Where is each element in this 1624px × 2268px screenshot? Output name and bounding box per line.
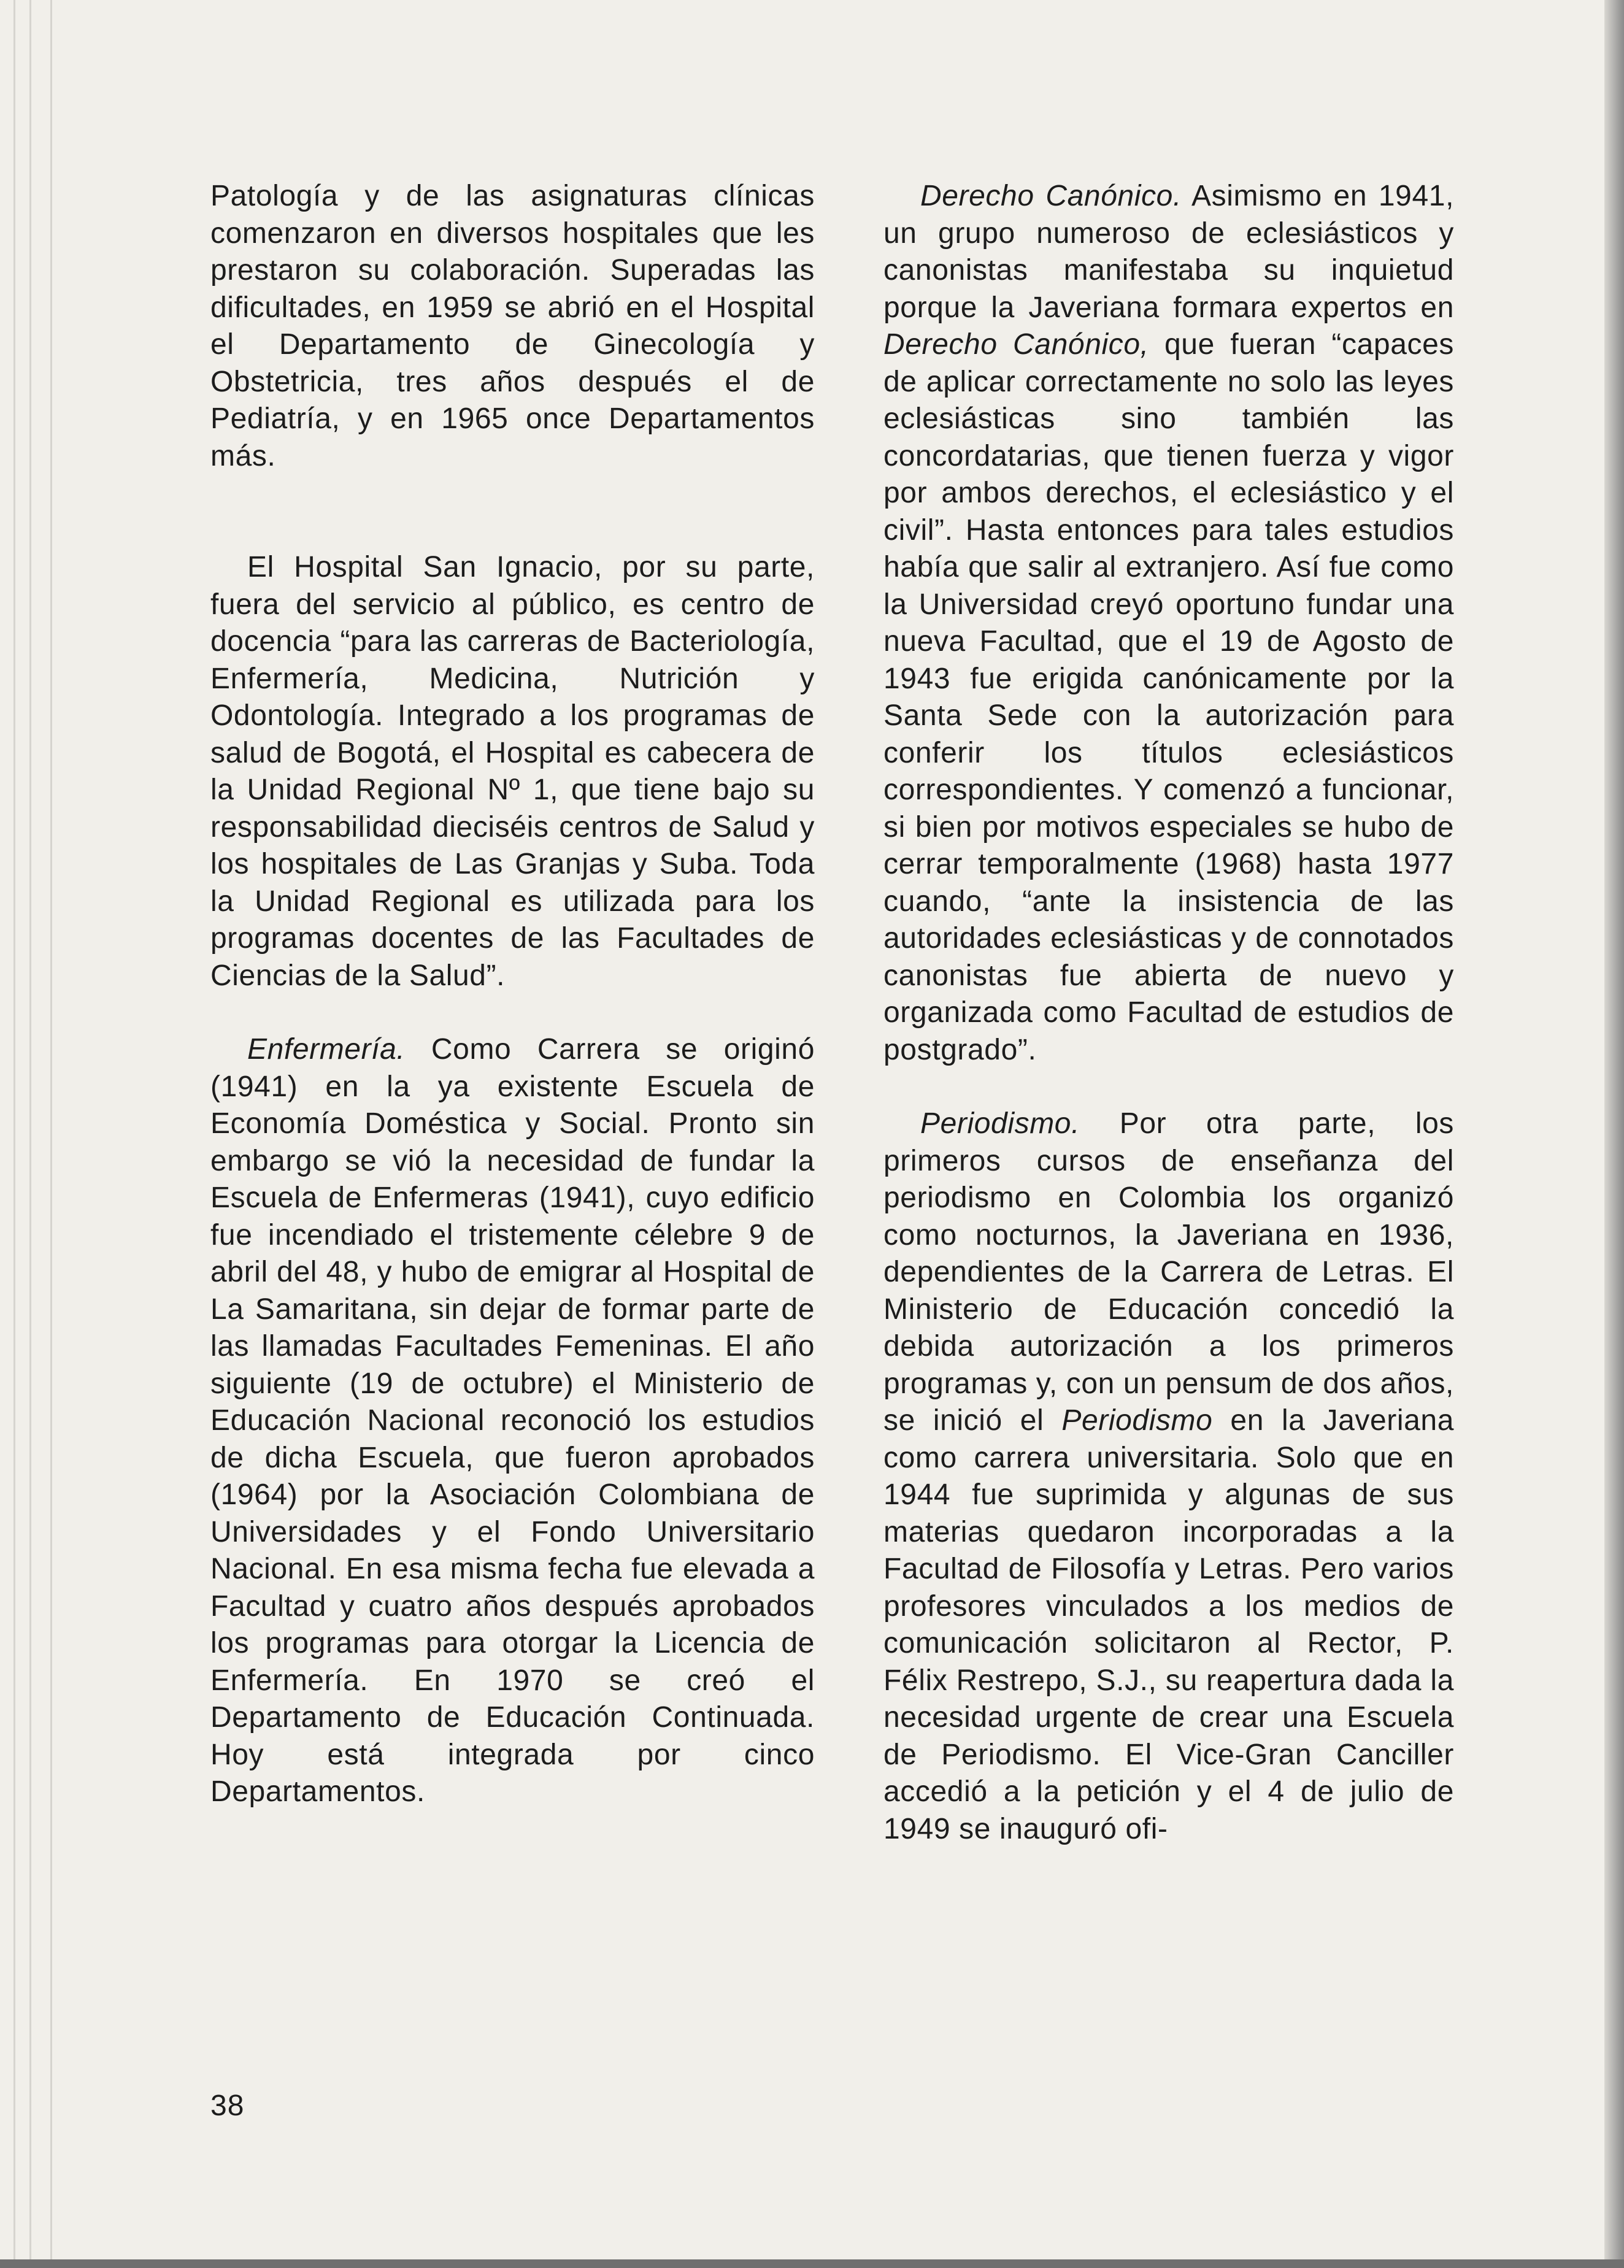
paragraph-enfermeria-body: Como Carrera se originó (1941) en la ya existente Escuela de Economía Doméstica y Social. Pronto sin embargo se vió la necesidad de fundar la Escuela de Enfermeras (1941), cuyo edificio fue incendiado el tristemente célebre 9 de abril del 48, y hubo de emigrar al Hospital de La Samaritana, sin dejar de formar parte de las llamadas Facultades Femeninas. El año siguiente (19 de octubre) el Ministerio de Educación Nacional reconoció los estudios de dicha Escuela, que fueron aprobados (1964) por la Asociación Colombiana de Universidades y el Fondo Universitario Nacional. En esa misma fecha fue elevada a Facultad y cuatro años después aprobados los programas para otorgar la Licencia de Enfermería. En 1970 se creó el Departamento de Educación Continuada. Hoy está integrada por cinco Departamentos.: [210, 1033, 815, 1808]
heading-enfermeria: Enfermería.: [247, 1033, 406, 1066]
page-edge-line: [29, 0, 31, 2268]
paragraph-derecho-canonico: [883, 178, 1454, 1069]
heading-derecho-canonico: Derecho Canónico.: [920, 180, 1182, 212]
page-edge-line: [50, 0, 52, 2268]
paragraph-derecho-canonico-body-b: que fueran “capaces de aplicar correctamente no solo las leyes eclesiásticas sino también las concordatarias, que tienen fuerza y vigor por ambos derechos, el eclesiástico y el civil”. Hasta entonces para tales estudios había que salir al extranjero. Así fue como la Universidad creyó oportuno fundar una nueva Facultad, que el 19 de Agosto de 1943 fue erigida canónicamente por la Santa Sede con la autorización para conferir los títulos eclesiásticos correspondientes. Y comenzó a funcionar, si bien por motivos especiales se hubo de cerrar temporalmente (1968) hasta 1977 cuando, “ante la insistencia de las autoridades eclesiásticas y de connotados canonistas fue abierta de nuevo y organizada como Facultad de estudios de postgrado”.: [883, 328, 1455, 1066]
page-shadow-right: [1604, 0, 1624, 2268]
page-edge-line: [13, 0, 15, 2268]
heading-periodismo: Periodismo.: [920, 1107, 1080, 1140]
paragraph-enfermeria: [210, 1031, 815, 1811]
paragraph-periodismo-body-a: Por otra parte, los primeros cursos de enseñanza del periodismo en Colombia los organizó como nocturnos, la Javeriana en 1936, dependientes de la Carrera de Letras. El Ministerio de Educación concedió la debida autorización a los primeros programas y, con un pensum de dos años, se inició el: [883, 1107, 1454, 1437]
paragraph-derecho-canonico-body-a: Asimismo en 1941, un grupo numeroso de eclesiásticos y canonistas manifestaba su inquietud porque la Javeriana formara expertos en: [883, 180, 1455, 324]
paragraph-periodismo-body-b: en la Javeriana como carrera universitaria. Solo que en 1944 fue suprimida y algunas de sus materias quedaron incorporadas a la Facultad de Filosofía y Letras. Pero varios profesores vinculados a los medios de comunicación solicitaron al Rector, P. Félix Restrepo, S.J., su reapertura dada la necesidad urgente de crear una Escuela de Periodismo. El Vice-Gran Canciller accedió a la petición y el 4 de julio de 1949 se inauguró ofi-: [883, 1404, 1455, 1845]
right-column: [883, 178, 1454, 1848]
term-periodismo: Periodismo: [1061, 1404, 1213, 1437]
paragraph-hospital-san-ignacio: El Hospital San Ignacio, por su parte, fuera del servicio al público, es centro de docencia “para las carreras de Bacteriología, Enfermería, Medicina, Nutrición y Odontología. Integrado a los programas de salud de Bogotá, el Hospital es cabecera de la Unidad Regional Nº 1, que tiene bajo su responsabilidad dieciséis centros de Salud y los hospitales de Las Granjas y Suba. Toda la Unidad Regional es utilizada para los programas docentes de las Facultades de Ciencias de la Salud”.: [210, 551, 815, 992]
page-number: 38: [210, 2089, 245, 2122]
term-derecho-canonico: Derecho Canónico,: [883, 328, 1149, 361]
left-column: [210, 178, 815, 1811]
paragraph-periodismo: [883, 1105, 1454, 1848]
page-shadow-bottom: [0, 2259, 1624, 2268]
paragraph-patologia: Patología y de las asignaturas clínicas comenzaron en diversos hospitales que les prestaron su colaboración. Superadas las dificultades, en 1959 se abrió en el Hospital el Departamento de Ginecología y Obstetricia, tres años después el de Pediatría, y en 1965 once Departamentos más.: [210, 180, 815, 472]
